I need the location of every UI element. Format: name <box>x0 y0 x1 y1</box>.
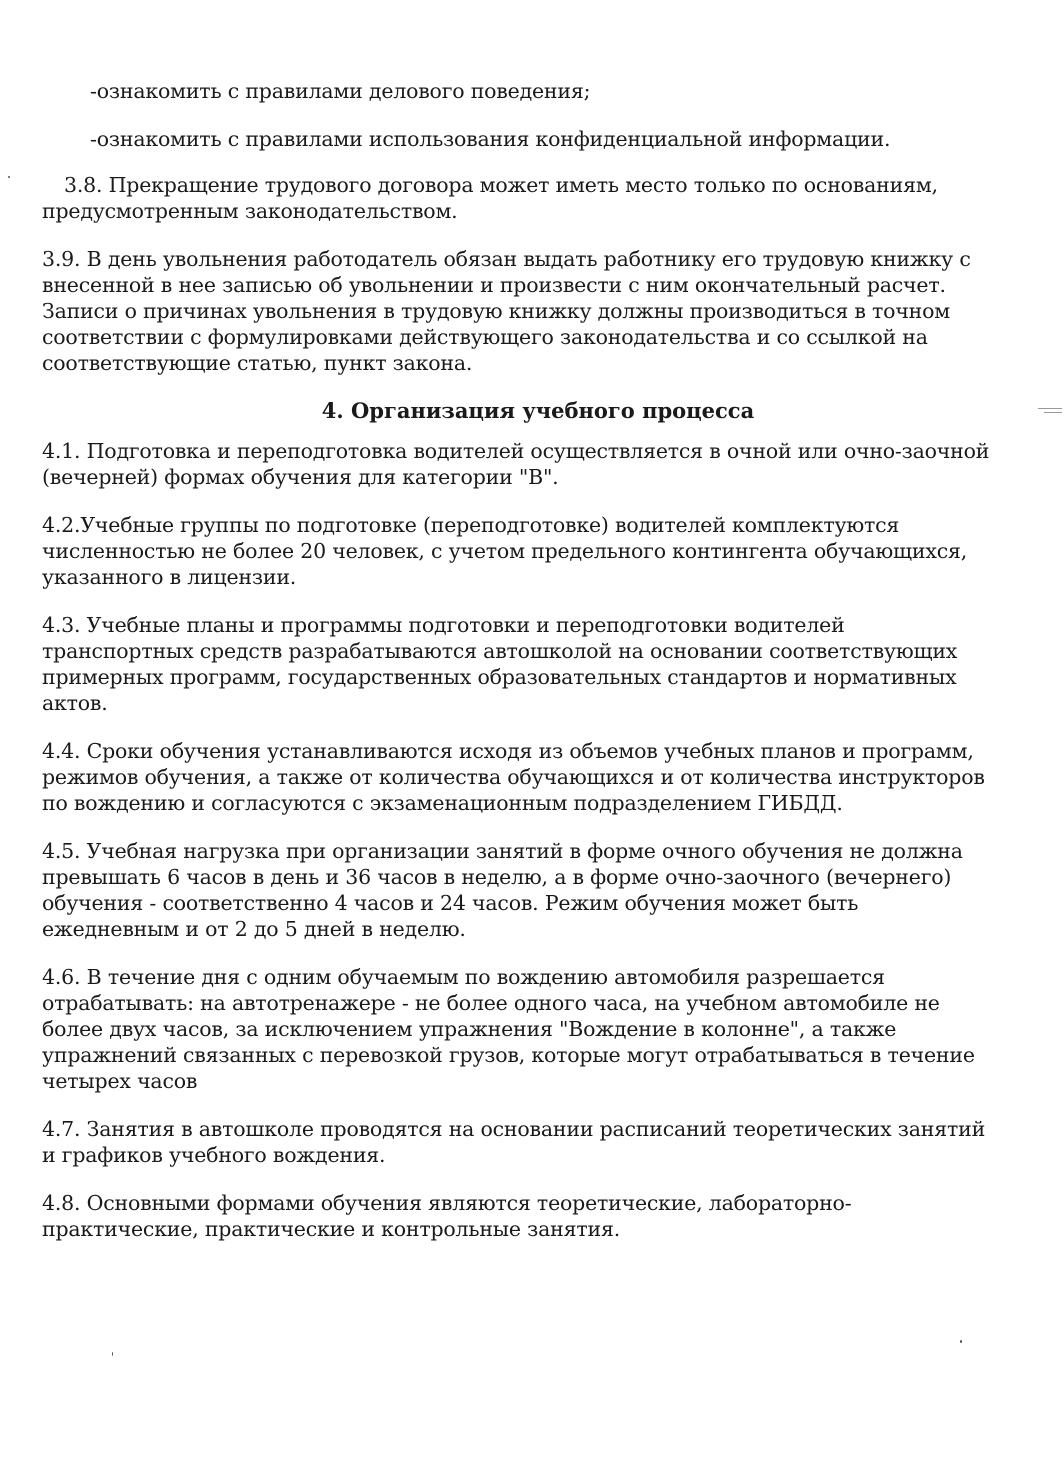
paragraph-4-7: 4.7. Занятия в автошколе проводятся на основании расписаний теоретических занятий и графиков учебного вождения. <box>42 1117 986 1167</box>
bullet-business-conduct: -ознакомить с правилами делового поведения; <box>90 79 591 103</box>
paragraph-4-5: 4.5. Учебная нагрузка при организации занятий в форме очного обучения не должна превышать 6 часов в день и 36 часов в неделю, а в форме очно-заочного (вечернего) обучения - соответственно 4 часов и 24 часов. Режим обучения может быть ежедневным и от 2 до 5 дней в неделю. <box>42 839 963 941</box>
scan-speck <box>8 176 10 178</box>
section-4-heading: 4. Организация учебного процесса <box>321 398 755 423</box>
paragraph-4-1: 4.1. Подготовка и переподготовка водителей осуществляется в очной или очно-заочной (вечерней) формах обучения для категории "В". <box>42 439 990 489</box>
paragraph-4-3: 4.3. Учебные планы и программы подготовки и переподготовки водителей транспортных средств разрабатываются автошколой на основании соответствующих примерных программ, государственных образовательных стандартов и нормативных актов. <box>42 613 958 715</box>
paragraph-4-6: 4.6. В течение дня с одним обучаемым по вождению автомобиля разрешается отрабатывать: на автотренажере - не более одного часа, на учебном автомобиле не более двух часов, за исключением упражнения "Вождение в колонне", а также упражнений связанных с перевозкой грузов, которые могут отрабатываться в течение четырех часов <box>42 965 975 1093</box>
paragraph-4-4: 4.4. Сроки обучения устанавливаются исходя из объемов учебных планов и программ, режимов обучения, а также от количества обучающихся и от количества инструкторов по вождению и согласуются с экзаменационным подразделением ГИБДД. <box>42 739 985 815</box>
scan-edge-mark <box>1044 412 1062 413</box>
paragraph-4-2: 4.2.Учебные группы по подготовке (переподготовке) водителей комплектуются численностью не более 20 человек, с учетом предельного контингента обучающихся, указанного в лицензии. <box>42 513 968 589</box>
paragraph-3-8: 3.8. Прекращение трудового договора может иметь место только по основаниям, предусмотренным законодательством. <box>42 173 938 223</box>
bullet-confidential-info: -ознакомить с правилами использования конфиденциальной информации. <box>90 127 891 151</box>
scan-edge-mark <box>1038 408 1062 409</box>
scan-speck <box>960 1340 962 1343</box>
paragraph-4-8: 4.8. Основными формами обучения являются теоретические, лабораторно-практические, практические и контрольные занятия. <box>42 1191 852 1241</box>
scan-speck <box>112 1352 113 1356</box>
paragraph-3-9: 3.9. В день увольнения работодатель обязан выдать работнику его трудовую книжку с внесенной в нее записью об увольнении и произвести с ним окончательный расчет. Записи о причинах увольнения в трудовую книжку должны производиться в точном соответствии с формулировками действующего законодательства и со ссылкой на соответствующие статью, пункт закона. <box>42 247 971 375</box>
